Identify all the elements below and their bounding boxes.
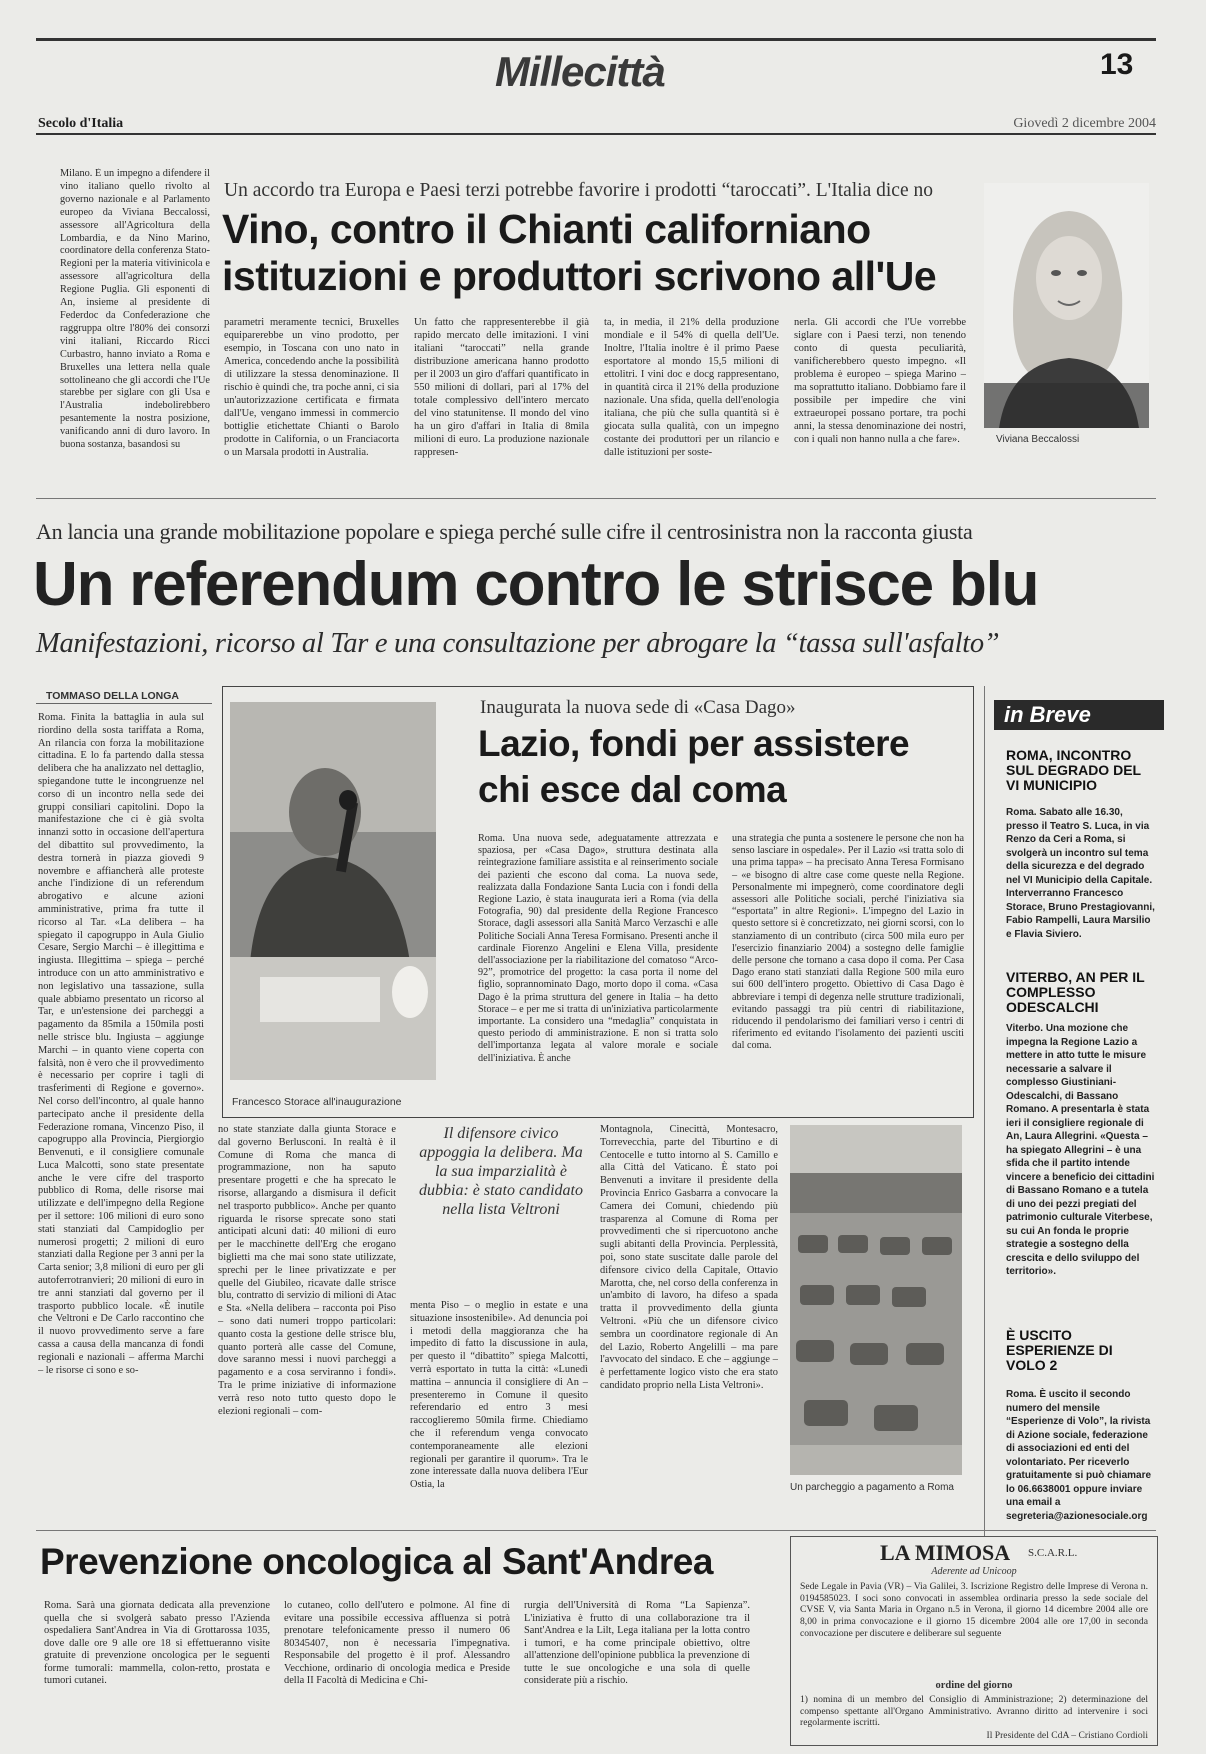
notice-title-suffix: S.C.A.R.L. — [1028, 1547, 1078, 1559]
parking-caption: Un parcheggio a pagamento a Roma — [790, 1482, 954, 1493]
referendum-title: Un referendum contro le strisce blu — [33, 550, 1039, 619]
section-divider — [36, 498, 1156, 499]
notice-subtitle: Aderente ad Unicoop — [931, 1566, 1017, 1577]
brief-2-title: VITERBO, AN PER IL COMPLESSO ODESCALCHI — [1006, 969, 1145, 1015]
brief-1-text: Roma. Sabato alle 16.30, presso il Teatro S. Luca, in via Renzo da Ceri a Roma, si svolgerà un incontro sul tema della sicurezza e del degrado nel VI Municipio della Capitale. Interverranno Francesco Storace, Bruno Prestagiovanni, Fabio Rampelli, Laura Marsilio e Flavia Siviero. — [1006, 807, 1155, 940]
beccalossi-caption: Viviana Beccalossi — [996, 434, 1080, 445]
parking-photo — [790, 1125, 962, 1475]
notice-signature: Il Presidente del CdA – Cristiano Cordioli — [986, 1730, 1148, 1741]
notice-agenda-text: 1) nomina di un membro del Consiglio di Amministrazione; 2) determinazione del compenso spettante all'Organo Amministrativo. Avranno diritto ad intervenire i soci regolarmente iscritti. — [800, 1694, 1148, 1728]
wine-kicker: Un accordo tra Europa e Paesi terzi potrebbe favorire i prodotti “taroccati”. L'Italia dice no — [224, 180, 933, 201]
portrait-image — [984, 183, 1149, 428]
brief-3-title: È USCITO ESPERIENZE DI VOLO 2 — [1006, 1327, 1113, 1373]
referendum-column-4: Montagnola, Cinecittà, Montesacro, Torrevecchia, parte del Tiburtino e di Centocelle e tutto intorno al S. Camillo e alla Città del Vaticano. È stato poi Benvenuti a invitare il presidente della Provincia Enrico Gasbarra a convocare la Camera dei Comuni, chiedendo più trasparenza al Comune di Roma per provvedimenti che si ripercuotono anche sugli abitanti della Provincia. Perplessità, poi, sono state suscitate dalle parole del difensore civico della Capitale, Ottavio Marotta, che, nel corso della conferenza in un'ambito di lavoro, ha difeso a spada tratta il provvedimento della giunta Veltroni. «Più che un difensore civico sembra un coordinatore regionale di An del Lazio, Roberto Angelilli – ma pare l'avvocato del sindaco. E che – aggiunge – è perfettamente logico visto che era stato candidato proprio nella Lista Veltroni». — [600, 1124, 778, 1391]
brief-3-text: Roma. È uscito il secondo numero del mensile “Esperienze di Volo”, la rivista di Azione sociale, federazione di associazioni ed enti del volontariato. Per riceverlo gratuitamente si può chiamare lo 06.6638001 oppure inviare una email a segreteria@azionesociale.org — [1006, 1389, 1152, 1522]
byline: TOMMASO DELLA LONGA — [46, 690, 179, 702]
wine-lead-column: Milano. È un impegno a difendere il vino italiano quello rivolto al governo nazionale e al Parlamento europeo da Viviana Beccalossi, assessore all'Agricoltura della Lombardia, e da Nino Marino, coordinatore della conferenza Stato-Regioni per la materia vitivinicola e assessore all'agricoltura della Regione Puglia. Gli esponenti di An, insieme al presidente di Federdoc da Confederazione che raggruppa oltre l'80% dei consorzi vini italiani, Riccardo Ricci Curbastro, hanno inviato a Roma e Bruxelles una lettera nella quale sottolineano che gli accordi che l'Ue starebbe per siglare con gli Usa e l'Australia indebolirebbero pesantemente la nostra posizione, vanificando anni di duro lavoro. In buona sostanza, basandosi su — [60, 168, 210, 451]
oncology-column-2: lo cutaneo, collo dell'utero e polmone. Al fine di evitare una possibile eccessiva affluenza si potrà prenotare telefonicamente presso il numero 06 80345407, non è necessaria l'impegnativa. Responsabile del progetto è il prof. Alessandro Vecchione, ordinario di oncologia medica e Preside della II Facoltà di Medicina e Chi- — [284, 1600, 510, 1686]
storace-photo — [230, 702, 436, 1080]
wine-column-1: parametri meramente tecnici, Bruxelles equiparerebbe un vino prodotto, per esempio, in Toscana con uno nato in America, concedendo anche la possibilità di utilizzare la stessa denominazione. Il rischio è quindi che, tra poche anni, ci sia un'autorizzazione certificata e firmata dall'Ue, vengano immessi in commercio bottiglie etichettate Chianti o Barolo prodotte in California, o un Franciacorta o un Marsala prodotti in Australia. — [224, 317, 399, 458]
masthead-rule — [36, 133, 1156, 135]
page-number: 13 — [1100, 48, 1134, 81]
top-rule — [36, 38, 1156, 41]
section-title: Millecittà — [495, 48, 665, 95]
notice-agenda-title: ordine del giorno — [935, 1680, 1013, 1691]
storace-caption: Francesco Storace all'inaugurazione — [232, 1096, 402, 1108]
wine-column-4: nerla. Gli accordi che l'Ue vorrebbe siglare con i Paesi terzi, non tenendo conto di questa peculiarità, vanificherebbero questo impegno. «Il problema è europeo – spiega Marino – ma soprattutto italiano. Dobbiamo fare il possibile per impedire che vini extraeuropei possano portare, tra pochi anni, la stessa denominazione dei nostri, con i quali non hanno nulla a che fare». — [794, 317, 966, 445]
referendum-kicker: An lancia una grande mobilitazione popolare e spiega perché sulle cifre il centrosinistra non la racconta giusta — [36, 519, 973, 544]
dago-title-line-2: chi esce dal coma — [478, 769, 787, 810]
dago-column-1: Roma. Una nuova sede, adeguatamente attrezzata e spaziosa, per «Casa Dago», struttura destinata alla reintegrazione familiare assistita e al reinserimento sociale dei pazienti che escono dal coma. La nuova sede, realizzata dalla Fondazione Santa Lucia con i fondi della Regione Lazio, è stata inaugurata ieri a Roma (via della Fotografia, 90) dal presidente della Regione Francesco Storace, dagli assessori alla Sanità Marco Verzaschi e alle Politiche Sociali Anna Teresa Formisano. Presenti anche il cardinale Fiorenzo Angelini e Elena Villa, presidente dell'associazione per la riabilitazione del comatoso “Arco-92”, promotrice del progetto: la casa porta il nome del figlio, soprannominato Dago, morto dopo il coma. «Casa Dago è la prima struttura del genere in Italia – ha detto Storace – e per me si tratta di un'iniziativa particolarmente importante. La considero una “medaglia” conquistata in questo periodo di amministrazione. E non si tratta solo dell'importanza legata al valore morale e sociale dell'iniziativa. È anche — [478, 833, 718, 1064]
beccalossi-photo — [984, 183, 1149, 428]
wine-column-3: ta, in media, il 21% della produzione mondiale e il 54% di quella dell'Ue. Inoltre, l'Italia inoltre è il primo Paese esportatore al mondo 15,5 milioni di ettolitri. I vini doc e docg rappresentano, in quantità circa il 21% della produzione nazionale. Una sfida, quella dell'enologia italiana, che più che sulla quantità si è giocata sulla qualità, con un impegno costante dei produttori per un rilancio e dalle istituzioni per soste- — [604, 317, 779, 458]
referendum-column-2: no state stanziate dalla giunta Storace e dal governo Berlusconi. In realtà è il Comune di Roma che manca di programmazione, non ha saputo presentare progetti e che ha sprecato le risorse, allargando a dismisura il deficit nel trasporto pubblico». Anche per quanto riguarda le risorse sprecate sono stati anticipati alcuni dati: 40 milioni di euro per le macchinette dell'Erg che erogano biglietti ma che mai sono state utilizzate, sprechi per le linee privatizzate e per quelle del Giubileo, ricavate dalle strisce blu, contratto di servizio di milioni di Atac e Sta. «Nella delibera – racconta poi Piso – sono dati numeri troppo particolari: quanto costa la gestione delle strisce blu, quanto porterà alle casse del Comune, dove saranno messi i nuovi parcheggi a pagamento e a cosa serviranno i fondi». Tra le prime iniziative di informazione verrà reso noto tutto questo dopo le elezioni regionali – com- — [218, 1124, 396, 1417]
brief-1-title: ROMA, INCONTRO SUL DEGRADO DEL VI MUNICIPIO — [1006, 747, 1141, 793]
byline-rule — [36, 703, 212, 704]
dago-title-line-1: Lazio, fondi per assistere — [478, 723, 910, 764]
referendum-column-3: menta Piso – o meglio in estate e una situazione insostenibile». Ad denuncia poi i metodi della maggioranza che ha impedito di fatto la discussione in aula, per questo il “dibattito” spiega Malcotti, verrà esportato in tutta la città: «Lunedì mattina – annuncia il consigliere di An – presenteremo in Comune il quesito referendario ed entro 3 mesi raccoglieremo 50mila firme. Chiediamo che il referendum venga convocato contemporaneamente alle elezioni regionali per garantire il quorum». Tra le zone interessate dalla nuova delibera l'Eur Ostia, la — [410, 1300, 588, 1491]
oncology-column-3: rurgia dell'Università di Roma “La Sapienza”. L'iniziativa è frutto di una collaborazione tra il Sant'Andrea e la Lilt, Lega italiana per la lotta contro i tumori, e ha come principale obiettivo, oltre all'attenzione dell'opinione pubblica la prevenzione di tutte le sue oncologiche e una sola di quelle considerate più a rischio. — [524, 1600, 750, 1686]
newspaper-name: Secolo d'Italia — [38, 116, 124, 131]
parking-image — [790, 1125, 962, 1475]
wine-title-line-2: istituzioni e produttori scrivono all'Ue — [222, 253, 937, 299]
oncology-title: Prevenzione oncologica al Sant'Andrea — [40, 1541, 713, 1582]
storace-image — [230, 702, 436, 1080]
brief-2-text: Viterbo. Una mozione che impegna la Regione Lazio a mettere in atto tutte le misure necessarie a salvare il complesso Giustiniani-Odescalchi, di Bassano Romano. A presentarla è stata ieri il consigliere regionale di An, Laura Allegrini. «Questa – ha spiegato Allegrini – è una sfida che il partito intende vincere a beneficio dei cittadini di Bassano Romano e a tutela di uno dei pezzi pregiati del patrimonio culturale Viterbese, su cui An fonda le proprie strategie a sostegno della crescita e dello sviluppo del territorio». — [1006, 1023, 1155, 1277]
pull-quote: Il difensore civico appoggia la delibera. Ma la sua imparzialità è dubbia: è stato candidato nella lista Veltroni — [419, 1125, 583, 1218]
wine-column-2: Un fatto che rappresenterebbe il già rapido mercato delle imitazioni. I vini italiani “taroccati” nella grande distribuzione americana hanno prodotto per il 2003 un giro d'affari quantificato in 550 milioni di dollari, pari al 17% del totale complessivo dell'intero mercato del vino statunitense. Il mondo del vino ha un giro d'affari in Italia di 8mila milioni di euro. La produzione nazionale rappresen- — [414, 317, 589, 458]
issue-date: Giovedì 2 dicembre 2004 — [1013, 116, 1156, 131]
in-breve-logo: in Breve — [994, 700, 1164, 730]
referendum-column-1: Roma. Finita la battaglia in aula sul riordino della sosta tariffata a Roma, An rilancia con forza la mobilitazione cittadina. E lo fa partendo dalla stessa delibera che ha analizzato nel dettaglio, spiegandone tutte le incongruenze nel corso di un incontro nella sede dei gruppi consiliari capitolini. Dopo la manifestazione che ci è già svolta innanzi sotto in occasione dell'apertura del dibattito sul provvedimento, la destra tornerà in piazza giovedì 9 novembre e affiancherà alle proteste anche l'indizione di un referendum abrogativo e alcune azioni amministrative, prima fra tutte il ricorso al Tar. «La delibera – ha spiegato il capogruppo in Aula Giulio Cesare, Sergio Marchi – è illegittima e ingiusta. Illegittima – spiega – perché introduce con un atto amministrativo e non legislativo una tassazione, sulla quale abbiamo presentato un ricorso al Tar, e un'estensione dei parcheggi a pagamento da 85mila a 150mila posti nelle strisce blu. Ingiusta – aggiunge Marchi – in quanto viene coperta con falsità, non è vero che il provvedimento è necessario per coprire i tagli di trasferimenti di Regione e governo». Nel corso dell'incontro, al quale hanno partecipato anche il presidente della Federazione romana, Vincenzo Piso, il capogruppo alla Provincia, Piergiorgio Benvenuti, e il consigliere comunale Luca Malcotti, sono state presentate anche le vere cifre del trasporto pubblico di Roma, delle risorse mai utilizzate e dell'impegno della Regione per il settore: 106 milioni di euro sono stati stanziati dal Campidoglio per numerosi progetti; 2 milioni di euro stanziati dalla Regione per 3 anni per la Carta senior; 3,8 milioni di euro per gli autoferrotranvieri; 20 milioni di euro in tre anni stanziati dal governo per il trasporto pubblico locale. «È inutile che Veltroni e De Carlo raccontino che il nuovo provvedimento serve a fare cassa a causa della mancanza di fondi regionali e nazionali – afferma Marchi – le risorse ci sono e so- — [38, 712, 204, 1376]
wine-title-line-1: Vino, contro il Chianti californiano — [222, 206, 871, 252]
notice-title: LA MIMOSA — [880, 1540, 1011, 1565]
notice-text: Sede Legale in Pavia (VR) – Via Galilei, 3. Iscrizione Registro delle Imprese di Verona n. 0194585023. I soci sono convocati in assemblea ordinaria presso la sede sociale del CVSE V, via Santa Maria in Organo n.5 in Verona, il giorno 14 dicembre 2004 alle ore 8,00 in prima convocazione e il giorno 15 dicembre 2004 alle ore 17,00 in seconda convocazione per discutere e deliberare sul seguente — [800, 1581, 1148, 1639]
dago-kicker: Inaugurata la nuova sede di «Casa Dago» — [480, 697, 796, 718]
referendum-subtitle: Manifestazioni, ricorso al Tar e una consultazione per abrogare la “tassa sull'asfalto” — [36, 628, 1000, 659]
bottom-divider — [36, 1530, 1156, 1531]
sidebar-divider — [984, 686, 985, 1536]
dago-column-2: una strategia che punta a sostenere le persone che non ha senso lasciare in ospedale». Per il Lazio «si tratta solo di una prima tappa» – ha precisato Anna Teresa Formisano – «e bisogno di altre case come queste nella Regione. Personalmente mi impegnerò, come coordinatore degli assessori alle Politiche sociali, perché l'iniziativa sia “esportata” in altre Regioni». L'impegno del Lazio in questo settore si è concretizzato, nei giorni scorsi, con lo stanziamento di un contributo (circa 500 mila euro per l'esercizio finanziario 2004) a sostegno delle famiglie delle persone che tornano a casa dopo il coma. Per Casa Dago erano stati stanziati dalla Regione 500 mila euro sui 600 dell'intero progetto. Obiettivo di Casa Dago è abbreviare i tempi di degenza nelle strutture tradizionali, evitando passaggi tra più centri di riabilitazione, riducendo il pendolarismo dei familiari verso i centri di riferimento ed evitando l'isolamento dei pazienti usciti dal coma. — [732, 833, 964, 1052]
oncology-column-1: Roma. Sarà una giornata dedicata alla prevenzione quella che si svolgerà sabato presso l'Azienda ospedaliera Sant'Andrea in Via di Grottarossa 1035, dove dalle ore 9 alle ore 18 si effettueranno visite gratuite di prevenzione oncologica per le seguenti forme tumorali: mammella, colon-retto, prostata e tumori cutanei. — [44, 1600, 270, 1686]
